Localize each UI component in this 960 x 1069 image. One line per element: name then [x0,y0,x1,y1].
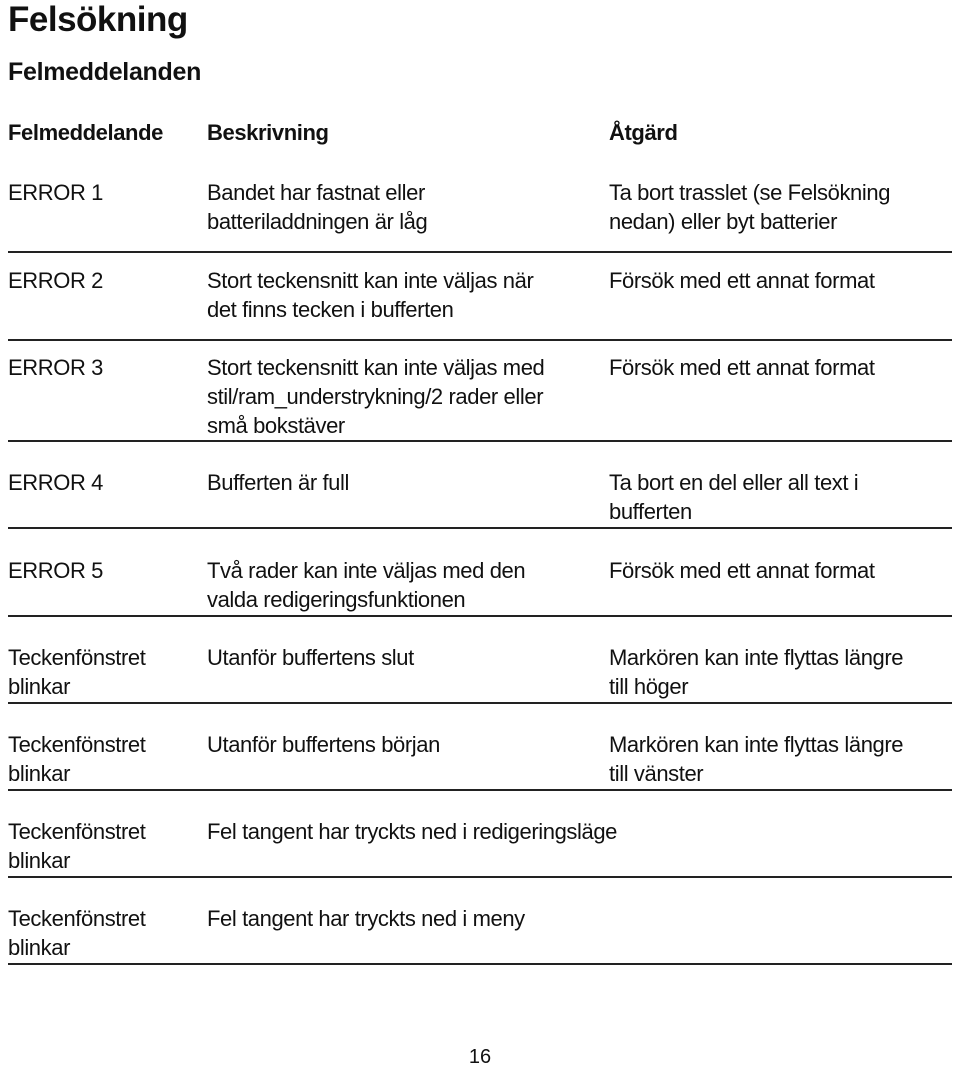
section-title: Felsökning [8,0,188,39]
error-message-cell: ERROR 5 [8,558,103,583]
description-cell: Bufferten är full [207,470,349,495]
error-message-cell: Teckenfönstret blinkar [8,819,146,873]
error-message-cell: Teckenfönstret blinkar [8,645,146,699]
column-header-description: Beskrivning [207,120,329,145]
error-message-cell: ERROR 2 [8,268,103,293]
column-header-action: Åtgärd [609,120,678,145]
error-message-cell: ERROR 4 [8,470,103,495]
column-header-message: Felmeddelande [8,120,163,145]
subsection-title: Felmeddelanden [8,58,202,86]
table-row [8,730,952,791]
table-row [8,643,952,704]
table-row [8,468,952,529]
table-row [8,817,952,878]
error-message-cell: Teckenfönstret blinkar [8,906,146,960]
action-cell: Markören kan inte flyttas längre till höger [609,645,904,699]
table-row [8,266,952,341]
error-message-cell: Teckenfönstret blinkar [8,732,146,786]
page-number: 16 [468,1046,492,1068]
description-cell: Bandet har fastnat eller batteriladdningen är låg [207,180,428,234]
description-cell: Utanför buffertens slut [207,645,414,670]
table-row [8,178,952,253]
table-row [8,556,952,617]
error-message-table [8,118,952,965]
table-row [8,353,952,442]
description-cell: Fel tangent har tryckts ned i meny [207,906,525,931]
action-cell: Försök med ett annat format [609,558,875,583]
error-message-cell: ERROR 1 [8,180,103,205]
action-cell: Ta bort en del eller all text i bufferten [609,470,859,524]
table-header-row [8,118,952,162]
action-cell: Markören kan inte flyttas längre till vänster [609,732,904,786]
description-cell: Stort teckensnitt kan inte väljas med stil/ram_understrykning/2 rader eller små bokstäver [207,355,545,438]
table-row [8,904,952,965]
action-cell: Försök med ett annat format [609,355,875,380]
description-cell: Fel tangent har tryckts ned i redigeringsläge [207,819,618,844]
description-cell: Stort teckensnitt kan inte väljas när det finns tecken i bufferten [207,268,534,322]
error-message-cell: ERROR 3 [8,355,103,380]
description-cell: Två rader kan inte väljas med den valda redigeringsfunktionen [207,558,526,612]
action-cell: Ta bort trasslet (se Felsökning nedan) eller byt batterier [609,180,891,234]
description-cell: Utanför buffertens början [207,732,440,757]
action-cell: Försök med ett annat format [609,268,875,293]
